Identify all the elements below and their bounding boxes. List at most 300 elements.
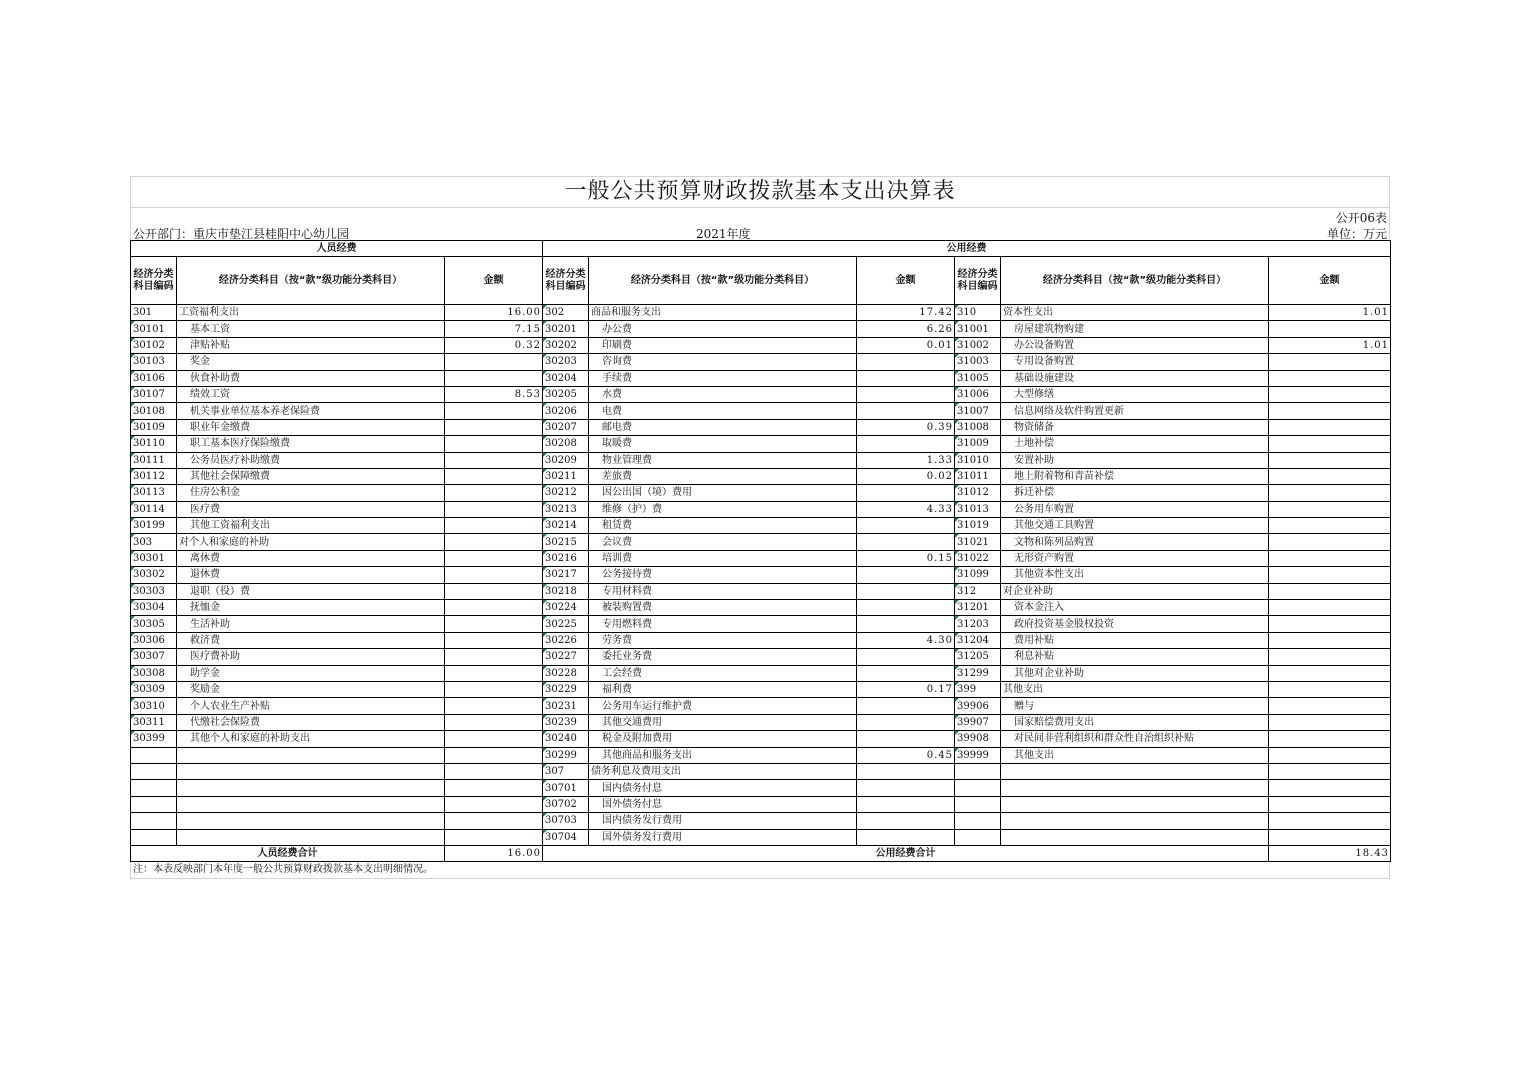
name-cell: 基本工资: [177, 321, 445, 337]
amount-cell: [1269, 747, 1391, 763]
amount-cell: [857, 354, 955, 370]
code-cell: [955, 813, 1001, 829]
code-cell: 31205: [955, 649, 1001, 665]
code-cell: [131, 780, 177, 796]
name-cell: 印刷费: [589, 337, 857, 353]
name-cell: 文物和陈列品购置: [1001, 534, 1269, 550]
amount-cell: [445, 485, 543, 501]
code-cell: 302: [543, 305, 589, 321]
amount-cell: [1269, 698, 1391, 714]
name-cell: 其他社会保障缴费: [177, 468, 445, 484]
name-cell: 职业年金缴费: [177, 419, 445, 435]
code-cell: 30204: [543, 370, 589, 386]
amount-cell: [445, 829, 543, 845]
amount-cell: [857, 665, 955, 681]
amount-cell: [857, 813, 955, 829]
name-cell: 办公费: [589, 321, 857, 337]
code-cell: 303: [131, 534, 177, 550]
amount-cell: [445, 731, 543, 747]
header-code-2: 经济分类科目编码: [543, 257, 589, 305]
amount-cell: [1269, 632, 1391, 648]
expenditure-sheet: [130, 176, 1390, 879]
public-total-label: 公用经费合计: [543, 845, 1269, 861]
amount-cell: 4.33: [857, 501, 955, 517]
name-cell: 工会经费: [589, 665, 857, 681]
amount-cell: [857, 436, 955, 452]
name-cell: 拆迁补偿: [1001, 485, 1269, 501]
code-cell: 30209: [543, 452, 589, 468]
name-cell: 其他工资福利支出: [177, 518, 445, 534]
name-cell: 基础设施建设: [1001, 370, 1269, 386]
code-cell: 31022: [955, 550, 1001, 566]
code-cell: 310: [955, 305, 1001, 321]
header-amount-3: 金额: [1269, 257, 1391, 305]
code-cell: 30310: [131, 698, 177, 714]
amount-cell: [857, 518, 955, 534]
amount-cell: [857, 370, 955, 386]
table-body: [131, 305, 1391, 846]
code-cell: [955, 763, 1001, 779]
code-cell: 30108: [131, 403, 177, 419]
code-cell: 30228: [543, 665, 589, 681]
header-name-3: 经济分类科目（按“款”级功能分类科目）: [1001, 257, 1269, 305]
amount-cell: [445, 468, 543, 484]
code-cell: 30107: [131, 386, 177, 402]
table-row: [131, 796, 1391, 812]
code-cell: 31299: [955, 665, 1001, 681]
amount-cell: [1269, 354, 1391, 370]
name-cell: 土地补偿: [1001, 436, 1269, 452]
name-cell: 对企业补助: [1001, 583, 1269, 599]
name-cell: 国外债务发行费用: [589, 829, 857, 845]
code-cell: 31007: [955, 403, 1001, 419]
code-cell: 30213: [543, 501, 589, 517]
amount-cell: [1269, 829, 1391, 845]
name-cell: 离休费: [177, 550, 445, 566]
code-cell: [955, 829, 1001, 845]
code-cell: 31001: [955, 321, 1001, 337]
code-cell: 30101: [131, 321, 177, 337]
amount-cell: 0.01: [857, 337, 955, 353]
amount-cell: [445, 681, 543, 697]
code-cell: 30205: [543, 386, 589, 402]
amount-cell: [1269, 370, 1391, 386]
code-cell: 31006: [955, 386, 1001, 402]
amount-cell: [445, 501, 543, 517]
amount-cell: [857, 763, 955, 779]
code-cell: 31021: [955, 534, 1001, 550]
name-cell: [1001, 763, 1269, 779]
table-row: [131, 419, 1391, 435]
column-header-row: [131, 257, 1391, 305]
table-row: [131, 534, 1391, 550]
code-cell: 30206: [543, 403, 589, 419]
name-cell: 因公出国（境）费用: [589, 485, 857, 501]
amount-cell: [1269, 403, 1391, 419]
amount-cell: [1269, 485, 1391, 501]
amount-cell: [857, 829, 955, 845]
name-cell: 奖金: [177, 354, 445, 370]
table-row: [131, 714, 1391, 730]
amount-cell: [1269, 780, 1391, 796]
form-number: 公开06表: [1335, 211, 1387, 225]
name-cell: 公务用车运行维护费: [589, 698, 857, 714]
name-cell: 专用设备购置: [1001, 354, 1269, 370]
section-header-row: [131, 241, 1391, 257]
table-row: [131, 436, 1391, 452]
code-cell: 30701: [543, 780, 589, 796]
table-row: [131, 665, 1391, 681]
name-cell: [177, 813, 445, 829]
amount-cell: [445, 567, 543, 583]
name-cell: 物资储备: [1001, 419, 1269, 435]
code-cell: 31019: [955, 518, 1001, 534]
name-cell: [1001, 780, 1269, 796]
code-cell: 30702: [543, 796, 589, 812]
name-cell: 会议费: [589, 534, 857, 550]
amount-cell: [445, 370, 543, 386]
code-cell: 30225: [543, 616, 589, 632]
name-cell: 医疗费: [177, 501, 445, 517]
table-row: [131, 452, 1391, 468]
table-row: [131, 370, 1391, 386]
table-row: [131, 518, 1391, 534]
code-cell: [131, 763, 177, 779]
table-row: [131, 763, 1391, 779]
code-cell: 39907: [955, 714, 1001, 730]
name-cell: [1001, 829, 1269, 845]
code-cell: 30703: [543, 813, 589, 829]
amount-cell: 7.15: [445, 321, 543, 337]
table-row: [131, 321, 1391, 337]
amount-cell: [1269, 321, 1391, 337]
code-cell: 31003: [955, 354, 1001, 370]
name-cell: 国外债务付息: [589, 796, 857, 812]
code-cell: 31002: [955, 337, 1001, 353]
name-cell: 维修（护）费: [589, 501, 857, 517]
name-cell: 政府投资基金股权投资: [1001, 616, 1269, 632]
code-cell: [955, 780, 1001, 796]
code-cell: [955, 796, 1001, 812]
name-cell: [177, 780, 445, 796]
amount-cell: [857, 714, 955, 730]
department-label: 公开部门：重庆市垫江县桂阳中心幼儿园: [133, 227, 350, 241]
code-cell: 30203: [543, 354, 589, 370]
name-cell: [177, 747, 445, 763]
amount-cell: [445, 534, 543, 550]
code-cell: [131, 829, 177, 845]
code-cell: 31005: [955, 370, 1001, 386]
table-row: [131, 583, 1391, 599]
code-cell: 301: [131, 305, 177, 321]
code-cell: 30226: [543, 632, 589, 648]
amount-cell: [1269, 681, 1391, 697]
amount-cell: [1269, 583, 1391, 599]
code-cell: 30217: [543, 567, 589, 583]
amount-cell: [445, 714, 543, 730]
name-cell: 救济费: [177, 632, 445, 648]
name-cell: 安置补助: [1001, 452, 1269, 468]
code-cell: 30202: [543, 337, 589, 353]
name-cell: 邮电费: [589, 419, 857, 435]
code-cell: 31013: [955, 501, 1001, 517]
code-cell: 30301: [131, 550, 177, 566]
name-cell: 公务用车购置: [1001, 501, 1269, 517]
code-cell: 30201: [543, 321, 589, 337]
name-cell: 委托业务费: [589, 649, 857, 665]
amount-cell: [857, 698, 955, 714]
code-cell: 31009: [955, 436, 1001, 452]
table-row: [131, 403, 1391, 419]
form-number-row: [130, 208, 1390, 224]
amount-cell: [445, 583, 543, 599]
amount-cell: [1269, 763, 1391, 779]
header-amount-1: 金额: [445, 257, 543, 305]
amount-cell: [857, 731, 955, 747]
code-cell: 30199: [131, 518, 177, 534]
name-cell: 咨询费: [589, 354, 857, 370]
amount-cell: [1269, 452, 1391, 468]
amount-cell: 8.53: [445, 386, 543, 402]
amount-cell: 16.00: [445, 305, 543, 321]
name-cell: 抚恤金: [177, 600, 445, 616]
code-cell: [131, 747, 177, 763]
code-cell: [131, 813, 177, 829]
name-cell: 利息补贴: [1001, 649, 1269, 665]
amount-cell: [1269, 813, 1391, 829]
name-cell: 税金及附加费用: [589, 731, 857, 747]
code-cell: 30302: [131, 567, 177, 583]
table-row: [131, 468, 1391, 484]
code-cell: 30214: [543, 518, 589, 534]
footnote: 注：本表反映部门本年度一般公共预算财政拨款基本支出明细情况。: [130, 862, 1390, 879]
amount-cell: [857, 649, 955, 665]
name-cell: 公务接待费: [589, 567, 857, 583]
header-code-3: 经济分类科目编码: [955, 257, 1001, 305]
name-cell: 物业管理费: [589, 452, 857, 468]
name-cell: 无形资产购置: [1001, 550, 1269, 566]
table-row: [131, 731, 1391, 747]
name-cell: 福利费: [589, 681, 857, 697]
table-row: [131, 813, 1391, 829]
amount-cell: [1269, 567, 1391, 583]
amount-cell: [857, 780, 955, 796]
name-cell: [1001, 813, 1269, 829]
header-code-1: 经济分类科目编码: [131, 257, 177, 305]
amount-cell: [445, 550, 543, 566]
name-cell: 被装购置费: [589, 600, 857, 616]
table-row: [131, 747, 1391, 763]
amount-cell: [1269, 649, 1391, 665]
table-row: [131, 649, 1391, 665]
amount-cell: [857, 583, 955, 599]
name-cell: 个人农业生产补贴: [177, 698, 445, 714]
code-cell: 30239: [543, 714, 589, 730]
code-cell: 39906: [955, 698, 1001, 714]
code-cell: 30111: [131, 452, 177, 468]
name-cell: 国内债务发行费用: [589, 813, 857, 829]
amount-cell: [445, 452, 543, 468]
totals-row: [131, 845, 1391, 861]
table-row: [131, 485, 1391, 501]
table-row: [131, 600, 1391, 616]
code-cell: 39908: [955, 731, 1001, 747]
name-cell: 国内债务付息: [589, 780, 857, 796]
name-cell: 生活补助: [177, 616, 445, 632]
unit-label: 单位：万元: [1326, 227, 1387, 241]
amount-cell: [1269, 600, 1391, 616]
code-cell: 30305: [131, 616, 177, 632]
amount-cell: [445, 354, 543, 370]
table-row: [131, 550, 1391, 566]
code-cell: 30704: [543, 829, 589, 845]
code-cell: 31099: [955, 567, 1001, 583]
name-cell: 其他资本性支出: [1001, 567, 1269, 583]
code-cell: 30307: [131, 649, 177, 665]
name-cell: 其他个人和家庭的补助支出: [177, 731, 445, 747]
amount-cell: 0.32: [445, 337, 543, 353]
amount-cell: [857, 403, 955, 419]
amount-cell: [1269, 550, 1391, 566]
table-row: [131, 305, 1391, 321]
name-cell: 房屋建筑物购建: [1001, 321, 1269, 337]
code-cell: 30216: [543, 550, 589, 566]
code-cell: 31010: [955, 452, 1001, 468]
code-cell: 30227: [543, 649, 589, 665]
name-cell: [177, 763, 445, 779]
table-row: [131, 501, 1391, 517]
amount-cell: 1.33: [857, 452, 955, 468]
amount-cell: [1269, 436, 1391, 452]
name-cell: 退休费: [177, 567, 445, 583]
code-cell: 39999: [955, 747, 1001, 763]
name-cell: 国家赔偿费用支出: [1001, 714, 1269, 730]
table-row: [131, 681, 1391, 697]
name-cell: 其他交通费用: [589, 714, 857, 730]
header-name-1: 经济分类科目（按“款”级功能分类科目）: [177, 257, 445, 305]
amount-cell: [445, 632, 543, 648]
code-cell: 30112: [131, 468, 177, 484]
table-row: [131, 386, 1391, 402]
table-row: [131, 698, 1391, 714]
code-cell: 30215: [543, 534, 589, 550]
amount-cell: 0.45: [857, 747, 955, 763]
amount-cell: 0.39: [857, 419, 955, 435]
amount-cell: 4.30: [857, 632, 955, 648]
code-cell: 30231: [543, 698, 589, 714]
header-amount-2: 金额: [857, 257, 955, 305]
code-cell: 30110: [131, 436, 177, 452]
amount-cell: [1269, 731, 1391, 747]
amount-cell: 6.26: [857, 321, 955, 337]
code-cell: 30106: [131, 370, 177, 386]
table-row: [131, 632, 1391, 648]
name-cell: 水费: [589, 386, 857, 402]
amount-cell: [1269, 468, 1391, 484]
code-cell: 30218: [543, 583, 589, 599]
amount-cell: [1269, 665, 1391, 681]
amount-cell: 0.15: [857, 550, 955, 566]
code-cell: 312: [955, 583, 1001, 599]
table-row: [131, 567, 1391, 583]
amount-cell: [445, 747, 543, 763]
name-cell: 资本性支出: [1001, 305, 1269, 321]
name-cell: 专用燃料费: [589, 616, 857, 632]
name-cell: 其他支出: [1001, 681, 1269, 697]
code-cell: 30114: [131, 501, 177, 517]
public-total-value: 18.43: [1269, 845, 1391, 861]
amount-cell: [1269, 501, 1391, 517]
name-cell: 电费: [589, 403, 857, 419]
amount-cell: [445, 763, 543, 779]
name-cell: 绩效工资: [177, 386, 445, 402]
code-cell: 30208: [543, 436, 589, 452]
code-cell: 31203: [955, 616, 1001, 632]
name-cell: 地上附着物和青苗补偿: [1001, 468, 1269, 484]
name-cell: 对民间非营利组织和群众性自治组织补贴: [1001, 731, 1269, 747]
name-cell: 费用补贴: [1001, 632, 1269, 648]
meta-row: [130, 224, 1390, 240]
name-cell: 培训费: [589, 550, 857, 566]
code-cell: 31204: [955, 632, 1001, 648]
year-label: 2021年度: [696, 227, 751, 241]
code-cell: 30224: [543, 600, 589, 616]
code-cell: 399: [955, 681, 1001, 697]
code-cell: 30109: [131, 419, 177, 435]
name-cell: 助学金: [177, 665, 445, 681]
section-personnel: 人员经费: [131, 241, 543, 257]
amount-cell: [445, 436, 543, 452]
amount-cell: [857, 534, 955, 550]
code-cell: 30311: [131, 714, 177, 730]
amount-cell: [445, 698, 543, 714]
amount-cell: [857, 600, 955, 616]
code-cell: 30306: [131, 632, 177, 648]
name-cell: 工资福利支出: [177, 305, 445, 321]
personnel-total-value: 16.00: [445, 845, 543, 861]
code-cell: 30102: [131, 337, 177, 353]
name-cell: 代缴社会保险费: [177, 714, 445, 730]
amount-cell: [857, 616, 955, 632]
code-cell: 30211: [543, 468, 589, 484]
name-cell: 其他商品和服务支出: [589, 747, 857, 763]
amount-cell: [1269, 518, 1391, 534]
code-cell: 30207: [543, 419, 589, 435]
amount-cell: 17.42: [857, 305, 955, 321]
name-cell: 取暖费: [589, 436, 857, 452]
name-cell: [177, 829, 445, 845]
code-cell: 30309: [131, 681, 177, 697]
name-cell: 对个人和家庭的补助: [177, 534, 445, 550]
name-cell: 奖励金: [177, 681, 445, 697]
name-cell: 差旅费: [589, 468, 857, 484]
name-cell: 劳务费: [589, 632, 857, 648]
code-cell: 307: [543, 763, 589, 779]
code-cell: 30308: [131, 665, 177, 681]
amount-cell: [1269, 534, 1391, 550]
amount-cell: [857, 567, 955, 583]
amount-cell: 1.01: [1269, 337, 1391, 353]
name-cell: 公务员医疗补助缴费: [177, 452, 445, 468]
amount-cell: 1.01: [1269, 305, 1391, 321]
table-row: [131, 337, 1391, 353]
table-row: [131, 354, 1391, 370]
name-cell: 其他支出: [1001, 747, 1269, 763]
amount-cell: [1269, 616, 1391, 632]
table-row: [131, 780, 1391, 796]
amount-cell: [445, 796, 543, 812]
code-cell: [131, 796, 177, 812]
